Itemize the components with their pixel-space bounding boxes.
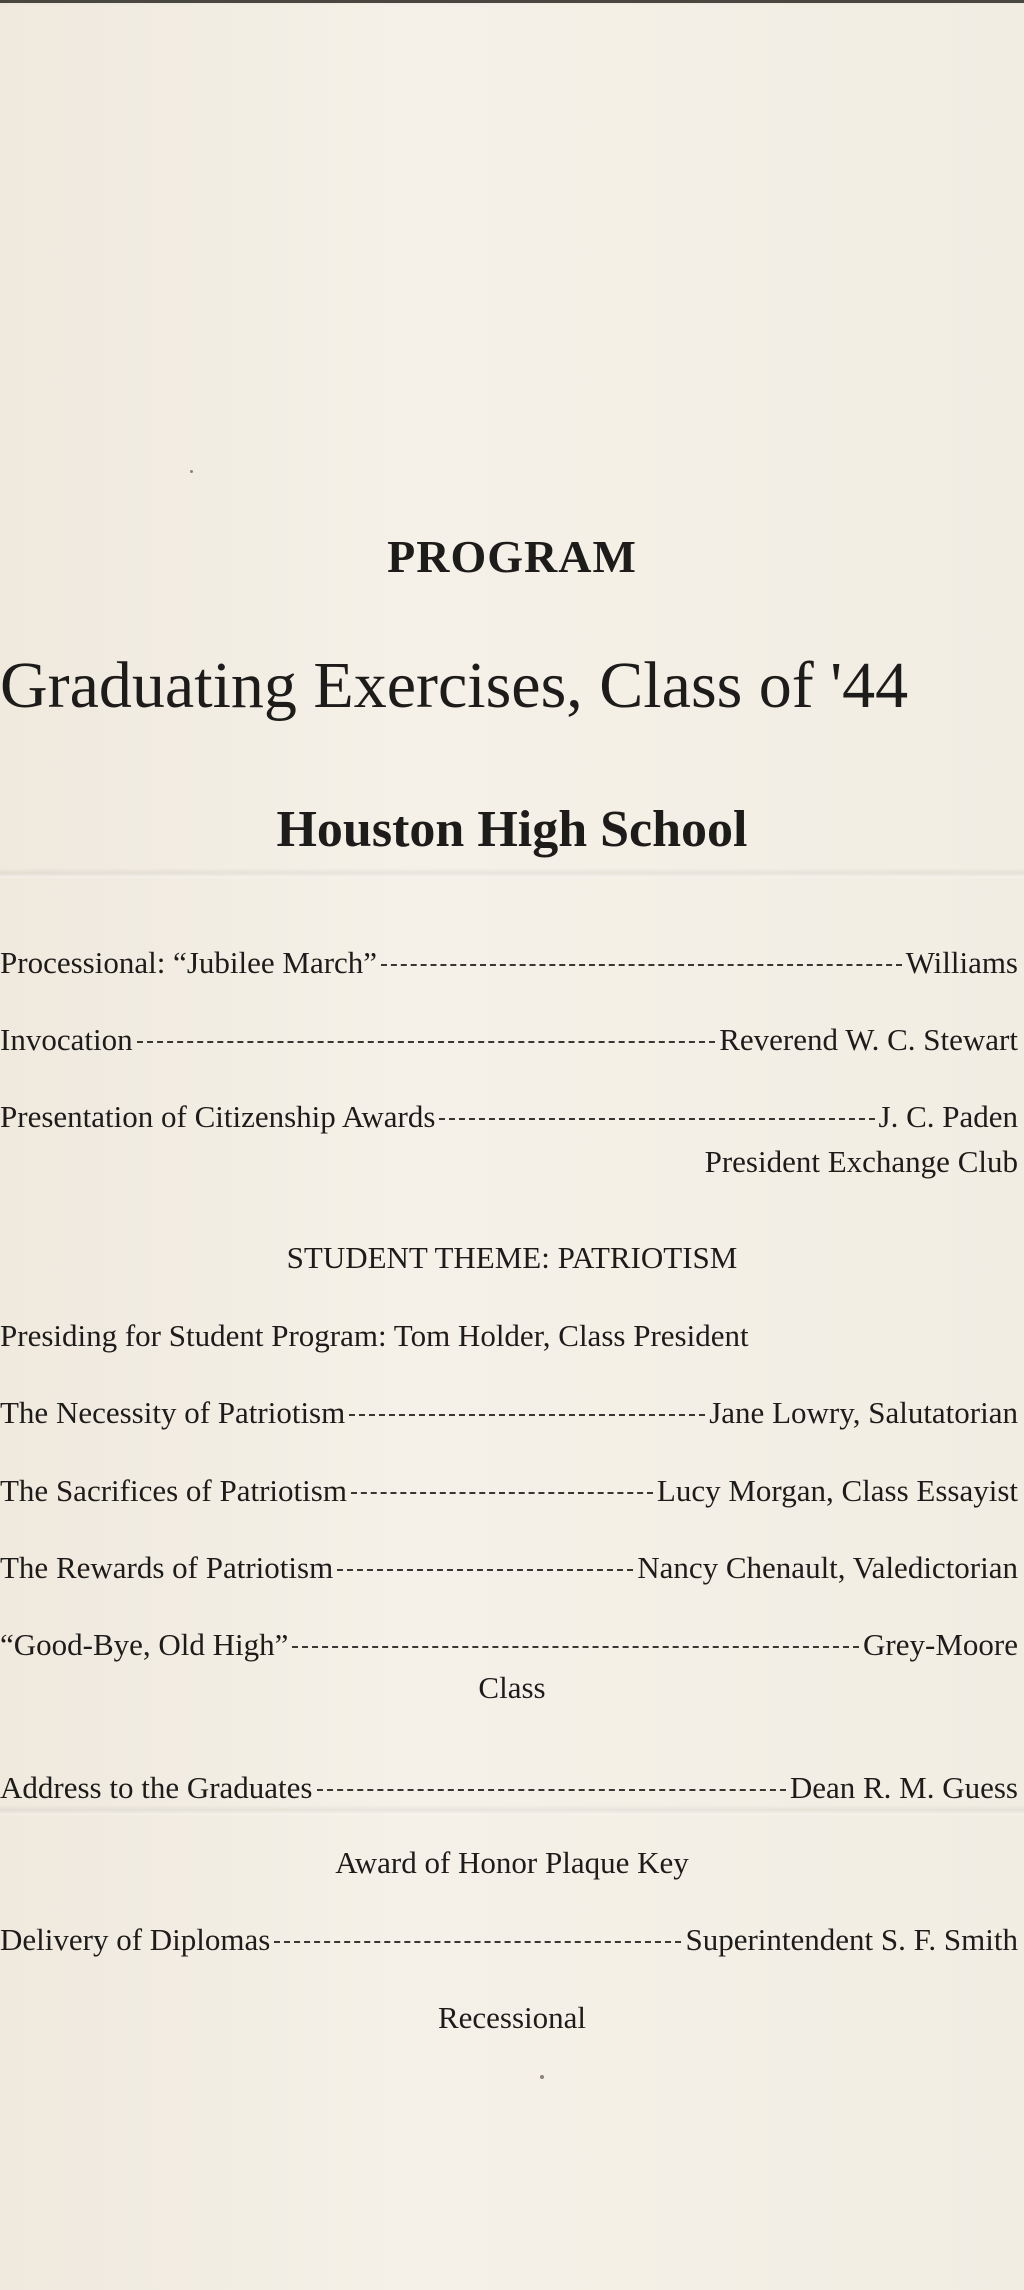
item-title: Processional: “Jubilee March”: [0, 945, 378, 980]
item-performer: J. C. Paden: [878, 1099, 1018, 1134]
paper-fold: [0, 868, 1024, 878]
item-performer-group: Class: [478, 1670, 546, 1705]
item-title: Presentation of Citizenship Awards: [0, 1099, 436, 1134]
program-item-address: [0, 1770, 1018, 1806]
paper-speck: [190, 470, 193, 473]
item-performer: Reverend W. C. Stewart: [719, 1022, 1018, 1057]
program-heading: PROGRAM: [387, 531, 637, 582]
paper-fold: [0, 1805, 1024, 1815]
item-title: Invocation: [0, 1022, 133, 1057]
leader-dashes: [351, 1492, 653, 1494]
student-theme: STUDENT THEME: PATRIOTISM: [286, 1240, 738, 1275]
program-item-citizenship-awards: [0, 1099, 1018, 1135]
leader-dashes: [317, 1789, 786, 1791]
leader-dashes: [439, 1118, 874, 1120]
item-performer: Williams: [905, 945, 1018, 980]
item-performer-title: President Exchange Club: [704, 1144, 1018, 1179]
presiding-text: Presiding for Student Program: Tom Holder, Class President: [0, 1318, 749, 1353]
item-title: The Necessity of Patriotism: [0, 1395, 346, 1430]
page-top-edge: [0, 0, 1024, 3]
leader-dashes: [274, 1941, 681, 1943]
program-item-necessity: [0, 1395, 1018, 1431]
recessional-line: Recessional: [437, 2000, 587, 2035]
program-item-sacrifices: [0, 1473, 1018, 1509]
item-performer: Grey-Moore: [863, 1627, 1018, 1662]
program-item-invocation: [0, 1022, 1018, 1058]
item-performer: Dean R. M. Guess: [789, 1770, 1018, 1805]
program-item-rewards: [0, 1550, 1018, 1586]
item-title: The Rewards of Patriotism: [0, 1550, 334, 1585]
page-title: Graduating Exercises, Class of '44: [0, 649, 909, 722]
program-item-good-bye: [0, 1627, 1018, 1663]
item-performer: Superintendent S. F. Smith: [685, 1922, 1018, 1957]
item-title: “Good-Bye, Old High”: [0, 1627, 289, 1662]
item-performer: Jane Lowry, Salutatorian: [709, 1395, 1018, 1430]
presiding-line: [0, 1318, 1018, 1354]
leader-dashes: [137, 1041, 716, 1043]
item-title: Delivery of Diplomas: [0, 1922, 271, 1957]
leader-dashes: [292, 1646, 859, 1648]
paper-speck: [540, 2075, 544, 2079]
leader-dashes: [337, 1569, 633, 1571]
leader-dashes: [349, 1414, 705, 1416]
item-title: Address to the Graduates: [0, 1770, 313, 1805]
award-line: Award of Honor Plaque Key: [335, 1845, 689, 1880]
item-performer: Lucy Morgan, Class Essayist: [656, 1473, 1018, 1508]
item-performer: Nancy Chenault, Valedictorian: [637, 1550, 1018, 1585]
leader-dashes: [381, 964, 902, 966]
program-item-processional: [0, 945, 1018, 981]
program-item-diplomas: [0, 1922, 1018, 1958]
item-title: The Sacrifices of Patriotism: [0, 1473, 347, 1508]
school-name: Houston High School: [276, 801, 748, 858]
